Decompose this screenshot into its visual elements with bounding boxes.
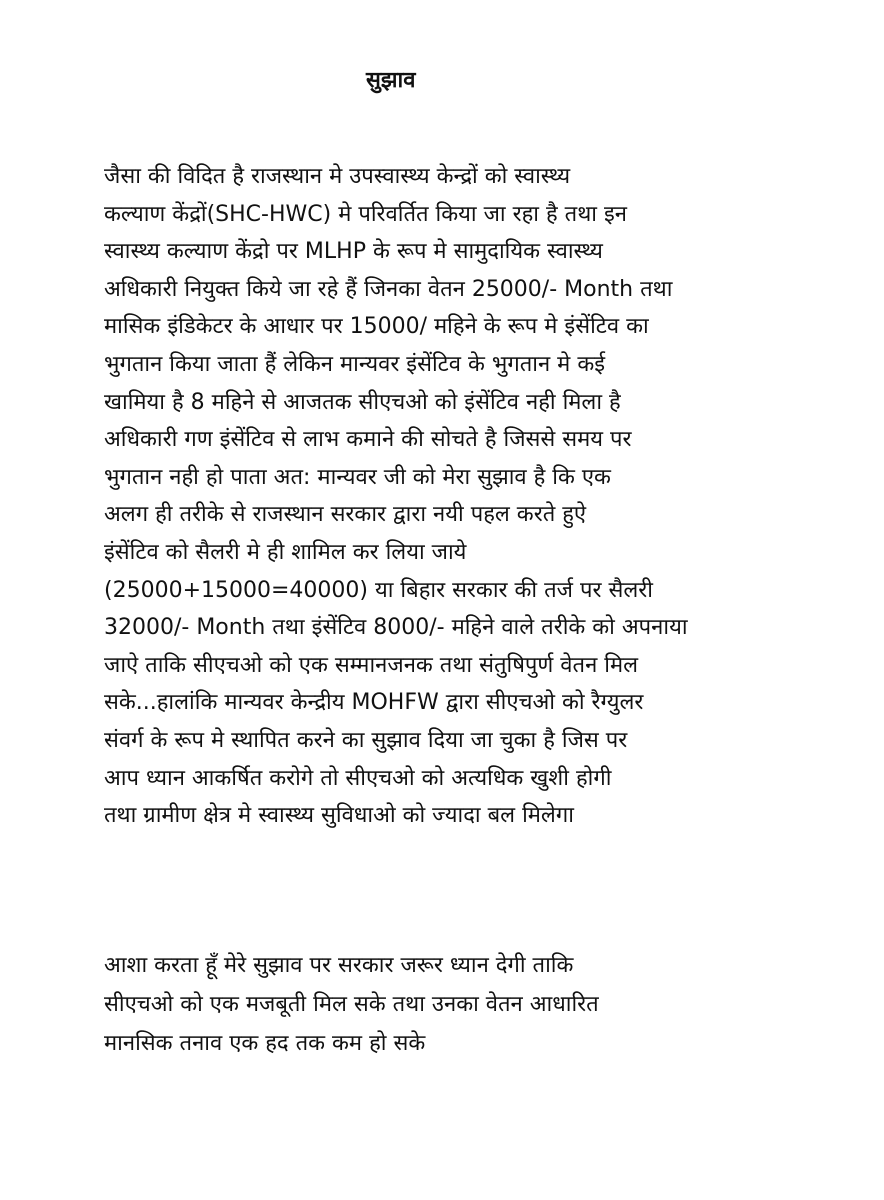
text-line: अधिकारी नियुक्त किये जा रहे हैं जिनका वेतन 25000/- Month तथा bbox=[104, 276, 673, 302]
document-title: सुझाव bbox=[366, 68, 416, 93]
text-line: स्वास्थ्य कल्याण केंद्रो पर MLHP के रूप मे सामुदायिक स्वास्थ्य bbox=[104, 239, 603, 265]
text-line: संवर्ग के रूप मे स्थापित करने का सुझाव दिया जा चुका है जिस पर bbox=[104, 727, 628, 753]
text-line: आप ध्यान आकर्षित करोगे तो सीएचओ को अत्यधिक खुशी होगी bbox=[104, 765, 612, 791]
text-line: (25000+15000=40000) या बिहार सरकार की तर्ज पर सैलरी bbox=[104, 577, 653, 603]
paragraph-closing bbox=[104, 946, 794, 1063]
text-line: मानसिक तनाव एक हद तक कम हो सके bbox=[104, 1031, 426, 1056]
text-line: जाऐ ताकि सीएचओ को एक सम्मानजनक तथा संतुषिपुर्ण वेतन मिल bbox=[104, 652, 639, 678]
text-line: 32000/- Month तथा इंसेंटिव 8000/- महिने वाले तरीके को अपनाया bbox=[104, 615, 688, 641]
paragraph-main bbox=[104, 158, 794, 835]
text-line: कल्याण केंद्रों(SHC-HWC) मे परिवर्तित किया जा रहा है तथा इन bbox=[104, 201, 627, 227]
text-line: मासिक इंडिकेटर के आधार पर 15000/ महिने के रूप मे इंसेंटिव का bbox=[104, 314, 649, 340]
text-line: इंसेंटिव को सैलरी मे ही शामिल कर लिया जाये bbox=[104, 539, 467, 565]
text-line: अधिकारी गण इंसेंटिव से लाभ कमाने की सोचते है जिससे समय पर bbox=[104, 427, 632, 453]
text-line: खामिया है 8 महिने से आजतक सीएचओ को इंसेंटिव नही मिला है bbox=[104, 389, 621, 415]
text-line: आशा करता हूँ मेरे सुझाव पर सरकार जरूर ध्यान देगी ताकि bbox=[104, 953, 574, 978]
text-line: सीएचओ को एक मजबूती मिल सके तथा उनका वेतन आधारित bbox=[104, 992, 599, 1017]
text-line: भुगतान किया जाता हैं लेकिन मान्यवर इंसेंटिव के भुगतान मे कई bbox=[104, 351, 606, 377]
text-line: तथा ग्रामीण क्षेत्र मे स्वास्थ्य सुविधाओ को ज्यादा बल मिलेगा bbox=[104, 803, 574, 829]
text-line: अलग ही तरीके से राजस्थान सरकार द्वारा नयी पहल करते हुऐ bbox=[104, 502, 587, 528]
text-line: जैसा की विदित है राजस्थान मे उपस्वास्थ्य केन्द्रों को स्वास्थ्य bbox=[104, 164, 571, 189]
text-line: सके...हालांकि मान्यवर केन्द्रीय MOHFW द्वारा सीएचओ को रैग्युलर bbox=[104, 690, 644, 716]
text-line: भुगतान नही हो पाता अत: मान्यवर जी को मेरा सुझाव है कि एक bbox=[104, 464, 611, 490]
